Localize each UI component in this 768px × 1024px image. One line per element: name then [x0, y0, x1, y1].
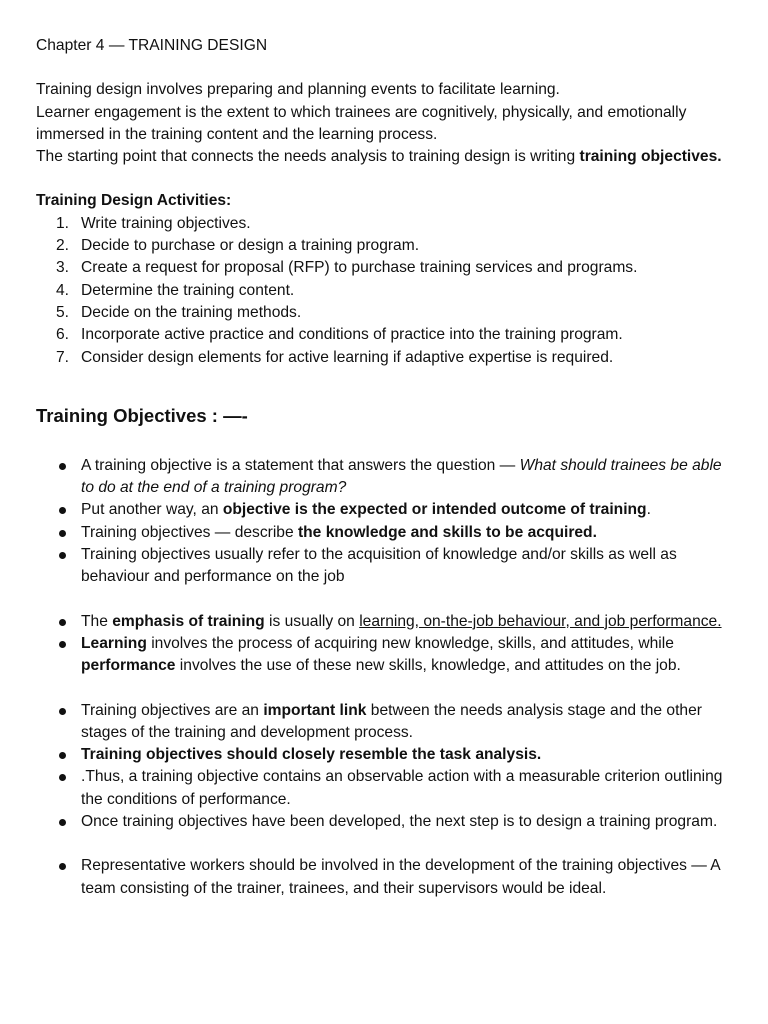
list-item	[36, 213, 736, 235]
bullet-text: Once training objectives have been developed, the next step is to design a training program.	[81, 813, 718, 831]
list-item-number: 7.	[56, 348, 70, 366]
list-item-number: 6.	[56, 326, 70, 344]
bullet-item	[36, 700, 736, 745]
bullet-bold: performance	[81, 657, 176, 675]
bullet-text: The	[81, 612, 113, 630]
intro-paragraph-3-text: The starting point that connects the needs analysis to training design is writing	[36, 148, 580, 166]
list-item-text: Incorporate active practice and conditions of practice into the training program.	[81, 326, 623, 344]
bullet-bold: important link	[263, 701, 367, 719]
intro-paragraph-2: Learner engagement is the extent to which trainees are cognitively, physically, and emotionally immersed in the training content and the learning process.	[36, 103, 687, 143]
bullet-bold: Learning	[81, 634, 147, 652]
bullet-item	[36, 499, 736, 521]
intro-paragraph-1: Training design involves preparing and planning events to facilitate learning.	[36, 81, 560, 99]
bullet-item	[36, 766, 736, 811]
list-item-number: 2.	[56, 237, 70, 255]
list-item-text: Decide on the training methods.	[81, 303, 302, 321]
activities-heading	[36, 190, 736, 212]
objectives-list-4	[36, 855, 736, 900]
bullet-item	[36, 633, 736, 678]
list-item	[36, 347, 736, 369]
bullet-bold: objective is the expected or intended outcome of training	[222, 501, 647, 519]
objectives-list-3	[36, 700, 736, 834]
list-item-number: 4.	[56, 281, 70, 299]
spacer	[36, 678, 736, 700]
objectives-list-1	[36, 455, 736, 589]
bullet-item	[36, 611, 736, 633]
spacer	[36, 168, 736, 190]
list-item	[36, 257, 736, 279]
bullet-item	[36, 544, 736, 589]
bullet-item	[36, 811, 736, 833]
activities-list	[36, 213, 736, 369]
spacer	[36, 429, 736, 455]
bullet-bold: emphasis of training	[112, 612, 265, 630]
document-page	[36, 35, 736, 900]
list-item	[36, 302, 736, 324]
bullet-text: between the needs analysis stage and the other stages of the training and development process.	[81, 701, 702, 741]
bullet-underlined: learning, on-the-job behaviour, and job performance.	[359, 612, 722, 630]
activities-heading-text: Training Design Activities:	[36, 192, 232, 210]
list-item-text: Write training objectives.	[81, 214, 251, 232]
bullet-text: A training objective is a statement that answers the question —	[81, 456, 520, 474]
bullet-text: Training objectives — describe	[81, 523, 298, 541]
bullet-text: is usually on	[264, 612, 360, 630]
bullet-item	[36, 455, 736, 500]
intro-paragraph-3	[36, 146, 736, 168]
list-item-text: Consider design elements for active learning if adaptive expertise is required.	[81, 348, 614, 366]
intro-section	[36, 79, 736, 168]
objectives-list-2	[36, 611, 736, 678]
list-item	[36, 324, 736, 346]
bullet-text: Training objectives are an	[81, 701, 264, 719]
bullet-text: Representative workers should be involved in the development of the training objectives — A team consisting of the trainer, trainees, and their supervisors would be ideal.	[81, 857, 720, 897]
bullet-item	[36, 744, 736, 766]
bullet-bold: Training objectives should closely resemble the task analysis.	[81, 746, 542, 764]
bullet-text: involves the use of these new skills, knowledge, and attitudes on the job.	[175, 657, 681, 675]
list-item-number: 5.	[56, 303, 70, 321]
bullet-text: .Thus, a training objective contains an observable action with a measurable criterion outlining the conditions of performance.	[81, 768, 723, 808]
chapter-title: Chapter 4 — TRAINING DESIGN	[36, 37, 268, 54]
intro-paragraph-3-bold: training objectives.	[579, 148, 722, 166]
bullet-text: Put another way, an	[81, 501, 223, 519]
list-item-text: Determine the training content.	[81, 281, 295, 299]
bullet-bold: the knowledge and skills to be acquired.	[297, 523, 597, 541]
bullet-text: involves the process of acquiring new knowledge, skills, and attitudes, while	[146, 634, 674, 652]
list-item-number: 1.	[56, 214, 70, 232]
bullet-text: Training objectives usually refer to the acquisition of knowledge and/or skills as well as behaviour and performance on the job	[81, 546, 677, 586]
list-item	[36, 280, 736, 302]
objectives-heading: Training Objectives : —-	[36, 404, 248, 426]
list-item	[36, 235, 736, 257]
bullet-italic-question: What should trainees be able to do at the end of a training program?	[81, 456, 722, 497]
list-item-text: Create a request for proposal (RFP) to purchase training services and programs.	[81, 259, 638, 277]
bullet-text: .	[646, 501, 651, 519]
bullet-item	[36, 522, 736, 544]
list-item-number: 3.	[56, 259, 70, 277]
spacer	[36, 589, 736, 611]
spacer	[36, 369, 736, 396]
list-item-text: Decide to purchase or design a training program.	[81, 237, 420, 255]
spacer	[36, 57, 736, 79]
spacer	[36, 833, 736, 855]
bullet-item	[36, 855, 736, 900]
